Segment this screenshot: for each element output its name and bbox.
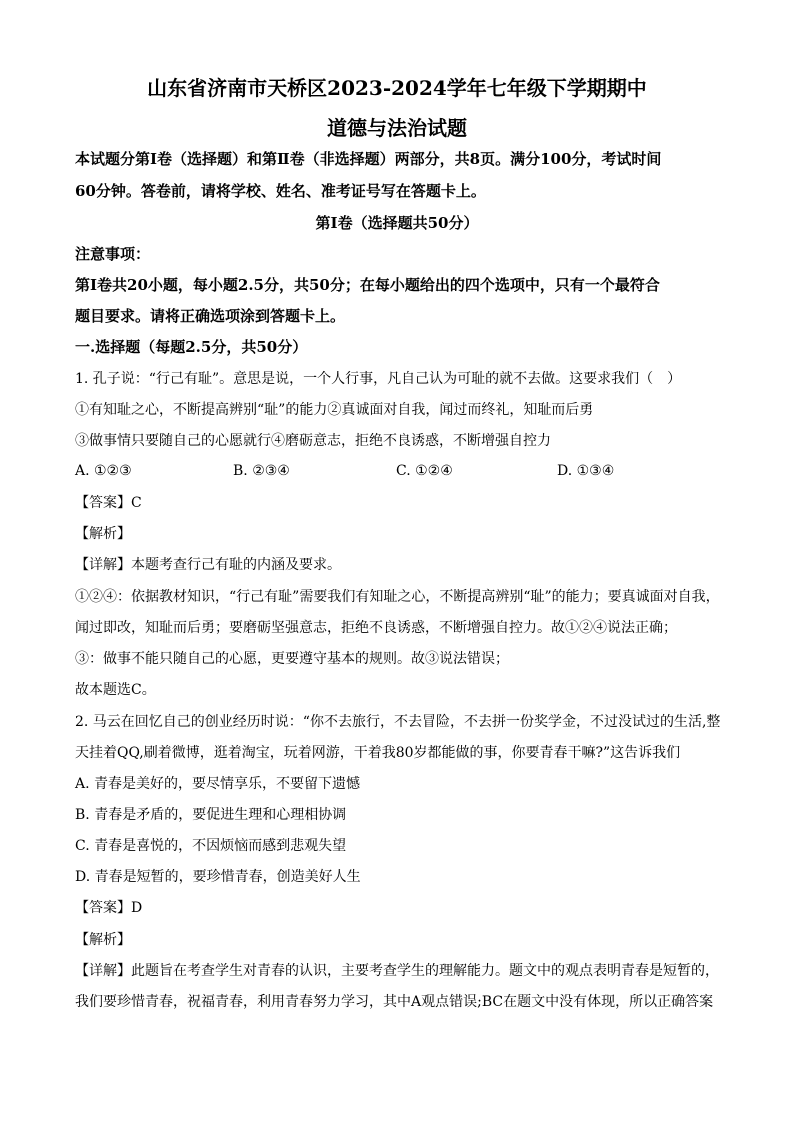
intro-line-2: 60分钟。答卷前，请将学校、姓名、准考证号写在答题卡上。 [75,182,486,200]
q2-answer: 【答案】D [75,900,143,916]
intro-line-1: 本试题分第Ⅰ卷（选择题）和第Ⅱ卷（非选择题）两部分，共8页。满分100分，考试时间 [75,150,662,168]
q1-conclusion: 故本题选C。 [75,682,156,698]
page-subtitle: 道德与法治试题 [327,116,467,140]
section-title: 第Ⅰ卷（选择题共50分） [315,214,479,232]
notice-label: 注意事项： [75,245,151,263]
q1-analysis-label: 【解析】 [75,526,131,542]
notice-line-1: 第Ⅰ卷共20小题，每小题2.5分，共50分；在每小题给出的四个选项中，只有一个最符合 [75,276,660,294]
q2-detail-2: 我们要珍惜青春，祝福青春，利用青春努力学习，其中A观点错误;BC在题文中没有体现，所以正确答案 [75,994,714,1010]
q2-option-a: A. 青春是美好的，要尽情享乐，不要留下遗憾 [75,776,361,792]
notice-line-2: 题目要求。请将正确选项涂到答题卡上。 [75,307,346,325]
q2-option-d: D. 青春是短暂的，要珍惜青春，创造美好人生 [75,869,361,885]
q2-analysis-label: 【解析】 [75,932,131,948]
q2-option-b: B. 青春是矛盾的，要促进生理和心理相协调 [75,807,347,823]
q1-explanation-3: ③：做事不能只随自己的心愿，更要遵守基本的规则。故③说法错误； [75,651,509,667]
q2-detail-1: 【详解】此题旨在考查学生对青春的认识，主要考查学生的理解能力。题文中的观点表明青春是短暂的， [75,963,719,979]
q1-explanation-1: ①②④：依据教材知识，“行己有耻”需要我们有知耻之心，不断提高辨别“耻”的能力；要真诚面对自我， [75,589,720,605]
page-title: 山东省济南市天桥区2023-2024学年七年级下学期期中 [147,76,647,100]
part-title: 一.选择题（每题2.5分，共50分） [75,338,308,356]
q1-option-c: C. ①②④ [396,463,453,479]
q2-option-c: C. 青春是喜悦的，不因烦恼而感到悲观失望 [75,838,347,854]
q1-stem: 1. 孔子说：“行己有耻”。意思是说，一个人行事，凡自己认为可耻的就不去做。这要求我们（ ） [75,371,682,387]
q1-answer: 【答案】C [75,495,142,511]
q1-option-d: D. ①③④ [557,463,615,479]
q1-detail: 【详解】本题考查行己有耻的内涵及要求。 [75,557,341,573]
q2-stem-1: 2. 马云在回忆自己的创业经历时说：“你不去旅行，不去冒险，不去拼一份奖学金，不过没试过的生活,整 [75,714,721,730]
q1-statement-2: ③做事情只要随自己的心愿就行④磨砺意志，拒绝不良诱惑，不断增强自控力 [75,433,551,449]
q1-option-b: B. ②③④ [233,463,290,479]
q2-stem-2: 天挂着QQ,刷着微博，逛着淘宝，玩着网游，干着我80岁都能做的事，你要青春干嘛?”这告诉我们 [75,745,681,761]
q1-option-a: A. ①②③ [75,463,132,479]
q1-explanation-2: 闻过即改，知耻而后勇；要磨砺坚强意志，拒绝不良诱惑，不断增强自控力。故①②④说法正确； [75,620,677,636]
q1-statement-1: ①有知耻之心，不断提高辨别“耻”的能力②真诚面对自我，闻过而终礼，知耻而后勇 [75,402,594,418]
